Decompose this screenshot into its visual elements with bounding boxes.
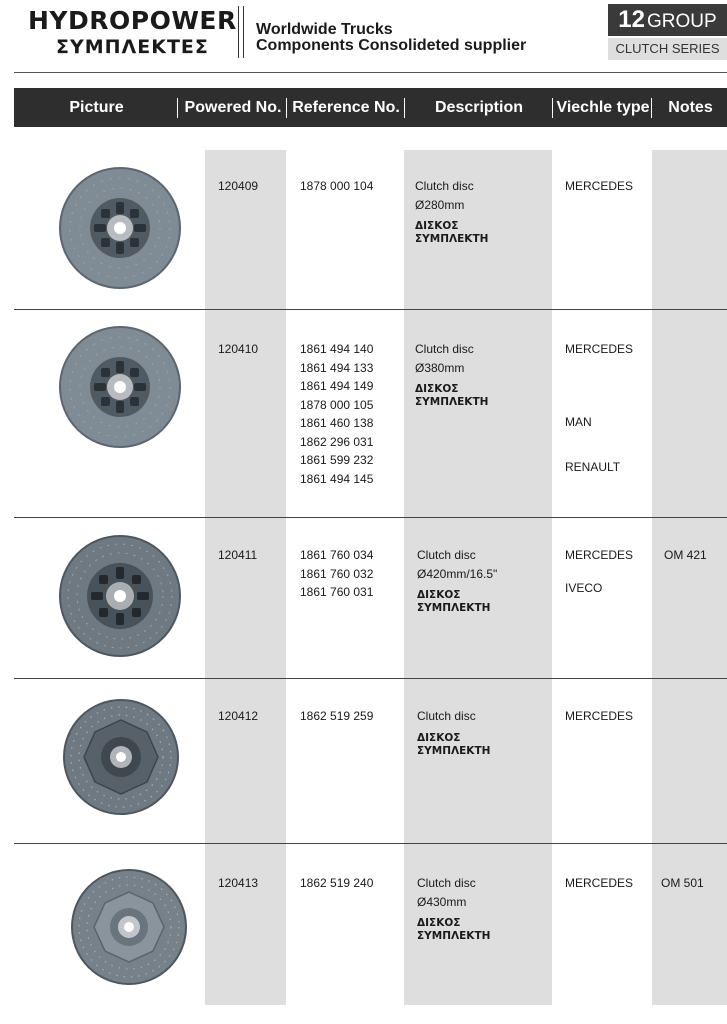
row-divider (14, 517, 727, 518)
description (417, 707, 490, 758)
reference-number: 1861 760 034 (300, 548, 374, 562)
description (417, 874, 490, 943)
description-greek: ΔΙΣΚΟΣ ΣΥΜΠΛΕΚΤΗ (415, 383, 489, 408)
header-rule (14, 72, 727, 73)
description-title: Clutch disc (417, 548, 476, 562)
reference-number: 1861 494 140 (300, 342, 374, 356)
description-size: Ø420mm/16.5" (417, 566, 498, 581)
reference-number: 1861 760 032 (300, 566, 374, 581)
description-title: Clutch disc (417, 709, 476, 723)
group-number: 12 (618, 6, 645, 33)
clutch-disc-plate-hub-icon (70, 868, 188, 986)
row-divider (14, 309, 727, 310)
clutch-disc-spring-hub-icon (58, 534, 182, 658)
table-header (14, 88, 727, 127)
vehicle-type: MAN (565, 415, 592, 429)
col-header-vehicle: Viechle type (556, 99, 650, 116)
row-divider (14, 678, 727, 679)
clutch-disc-plate-hub-icon (62, 698, 180, 816)
powered-number: 120411 (218, 548, 258, 562)
group-badge (608, 4, 727, 36)
description (417, 546, 497, 615)
brand-title: HYDROPOWER (28, 6, 237, 35)
reference-list (300, 707, 373, 726)
description (415, 177, 488, 246)
group-word: GROUP (647, 11, 717, 32)
powered-number: 120409 (218, 179, 259, 193)
vehicle-type: MERCEDES (565, 709, 634, 723)
tagline-line-2: Components Consolideted supplier (256, 37, 527, 54)
tagline-line-1: Worldwide Trucks (256, 21, 393, 38)
description-title: Clutch disc (415, 342, 474, 356)
powered-number: 120412 (218, 709, 259, 723)
description-greek: ΔΙΣΚΟΣ ΣΥΜΠΛΕΚΤΗ (415, 220, 489, 245)
col-divider (177, 98, 178, 118)
reference-list (300, 546, 373, 602)
powered-number: 120413 (218, 876, 259, 890)
reference-number: 1878 000 105 (300, 397, 374, 412)
reference-number: 1861 760 031 (300, 585, 374, 599)
description-greek: ΔΙΣΚΟΣ ΣΥΜΠΛΕΚΤΗ (417, 731, 491, 757)
brand-block (28, 6, 237, 58)
description-greek: ΔΙΣΚΟΣ ΣΥΜΠΛΕΚΤΗ (417, 917, 491, 942)
clutch-disc-spring-hub-icon (58, 166, 182, 290)
col-header-powered: Powered No. (184, 99, 282, 116)
col-header-reference: Reference No. (292, 99, 400, 116)
reference-list (300, 340, 373, 488)
reference-number: 1861 494 133 (300, 360, 374, 375)
vehicle-type: MERCEDES (565, 876, 634, 890)
reference-number: 1862 296 031 (300, 434, 374, 449)
tagline (256, 22, 526, 54)
reference-list (300, 874, 373, 893)
notes: OM 421 (664, 548, 707, 562)
reference-number: 1861 599 232 (300, 453, 374, 467)
reference-number: 1878 000 104 (300, 179, 374, 193)
reference-number: 1861 494 145 (300, 471, 374, 486)
brand-divider (238, 6, 244, 58)
description-size: Ø380mm (415, 360, 465, 375)
col-header-notes: Notes (668, 99, 713, 116)
description-title: Clutch disc (417, 876, 476, 890)
vehicle-type: MERCEDES (565, 342, 634, 356)
powered-number: 120410 (218, 342, 259, 356)
vehicle-type: MERCEDES (565, 179, 634, 193)
series-badge: CLUTCH SERIES (608, 38, 727, 60)
row-divider (14, 843, 727, 844)
reference-number: 1862 519 259 (300, 709, 374, 723)
vehicle-type: MERCEDES (565, 548, 634, 562)
reference-number: 1861 494 149 (300, 379, 374, 393)
col-header-description: Description (434, 99, 523, 116)
col-header-picture: Picture (69, 99, 124, 116)
col-divider (651, 98, 652, 118)
vehicle-type: IVECO (565, 581, 603, 595)
brand-subtitle: ΣΥΜΠΛΕΚΤΕΣ (56, 36, 209, 58)
notes: OM 501 (661, 876, 704, 890)
description (415, 340, 488, 409)
description-size: Ø280mm (415, 197, 465, 212)
reference-number: 1862 519 240 (300, 876, 374, 890)
description-title: Clutch disc (415, 179, 474, 193)
clutch-disc-spring-hub-icon (58, 325, 182, 449)
reference-list (300, 177, 373, 196)
description-greek: ΔΙΣΚΟΣ ΣΥΜΠΛΕΚΤΗ (417, 589, 491, 614)
reference-number: 1861 460 138 (300, 416, 374, 430)
description-size: Ø430mm (417, 894, 467, 909)
vehicle-type: RENAULT (565, 460, 621, 474)
